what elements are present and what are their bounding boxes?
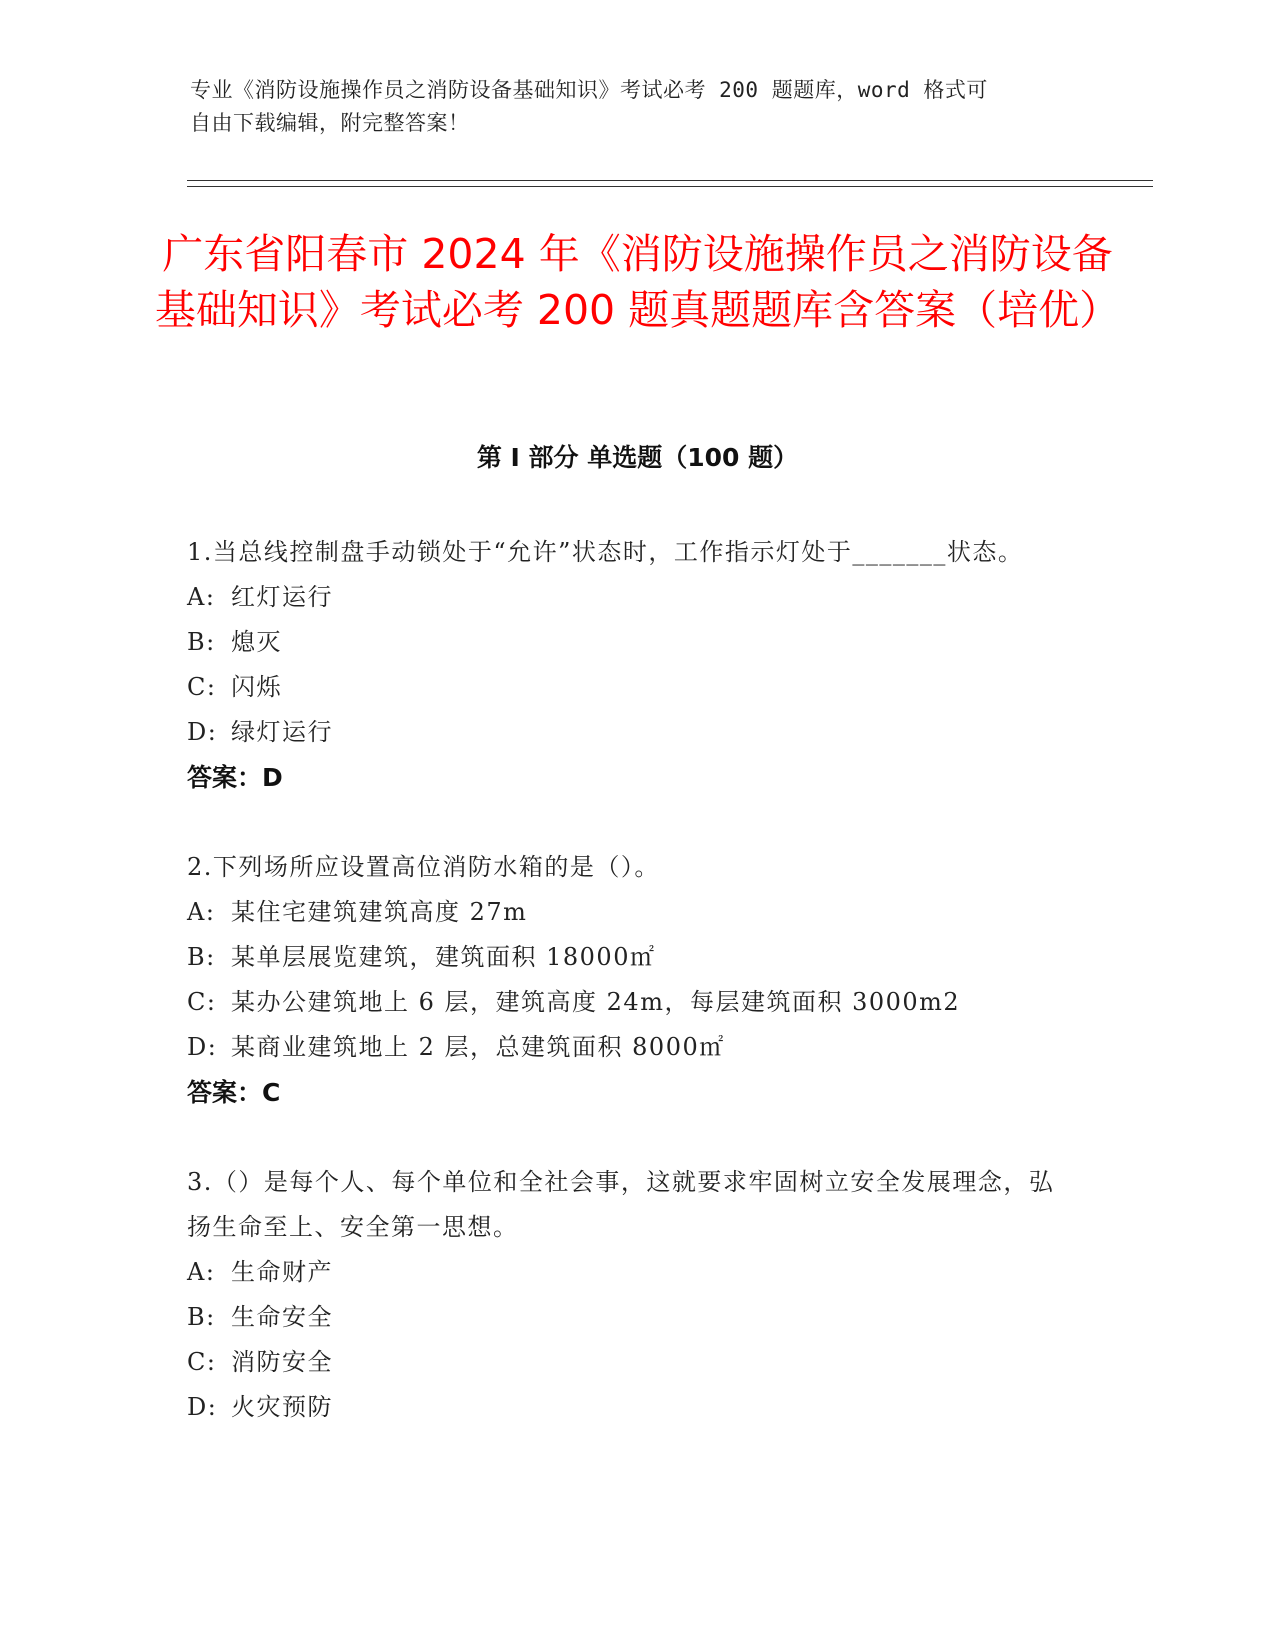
header-note-line-2: 自由下载编辑，附完整答案！ [190, 111, 470, 135]
option-letter: C: [187, 988, 217, 1016]
question-stem: 2.下列场所应设置高位消防水箱的是（）。 [187, 853, 660, 881]
option-d [187, 1025, 1067, 1070]
option-text: 某商业建筑地上 2 层，总建筑面积 8000㎡ [231, 1033, 725, 1061]
answer-key: 答案：D [187, 763, 283, 792]
option-text: 某单层展览建筑，建筑面积 18000㎡ [231, 943, 656, 971]
option-b [187, 935, 1067, 980]
question-stem: 3.（）是每个人、每个单位和全社会事，这就要求牢固树立安全发展理念，弘扬生命至上、安全第一思想。 [187, 1168, 1055, 1241]
option-d [187, 1385, 1067, 1430]
option-text: 某办公建筑地上 6 层，建筑高度 24m，每层建筑面积 3000m2 [231, 988, 961, 1016]
option-letter: C: [187, 1348, 217, 1376]
option-letter: B: [187, 1303, 216, 1331]
option-text: 某住宅建筑建筑高度 27m [231, 898, 528, 926]
option-c [187, 1340, 1067, 1385]
question-3 [187, 1160, 1067, 1430]
answer-key: 答案：C [187, 1078, 281, 1107]
option-letter: A: [187, 898, 216, 926]
option-text: 火灾预防 [231, 1393, 333, 1421]
header-divider-bottom [187, 186, 1153, 187]
option-letter: A: [187, 1258, 216, 1286]
header-divider-top [187, 180, 1153, 181]
option-text: 闪烁 [231, 673, 282, 701]
option-c [187, 665, 1067, 710]
question-stem: 1.当总线控制盘手动锁处于“允许”状态时，工作指示灯处于_______状态。 [187, 538, 1024, 566]
section-title: 第 I 部分 单选题（100 题） [476, 443, 799, 472]
option-text: 绿灯运行 [231, 718, 333, 746]
option-letter: C: [187, 673, 217, 701]
option-letter: D: [187, 718, 218, 746]
option-text: 生命安全 [231, 1303, 333, 1331]
header-note-line-1: 专业《消防设施操作员之消防设备基础知识》考试必考 200 题题库，word 格式可 [190, 78, 988, 102]
question-list [187, 530, 1067, 1474]
option-c [187, 980, 1067, 1025]
option-letter: D: [187, 1033, 218, 1061]
option-text: 红灯运行 [231, 583, 333, 611]
option-a [187, 890, 1067, 935]
question-2 [187, 845, 1067, 1116]
option-letter: B: [187, 943, 216, 971]
option-text: 生命财产 [231, 1258, 333, 1286]
option-text: 消防安全 [231, 1348, 333, 1376]
option-letter: D: [187, 1393, 218, 1421]
option-letter: A: [187, 583, 216, 611]
option-b [187, 620, 1067, 665]
header-note [190, 74, 1070, 140]
option-d [187, 710, 1067, 755]
option-a [187, 1250, 1067, 1295]
option-letter: B: [187, 628, 216, 656]
document-title: 广东省阳春市 2024 年《消防设施操作员之消防设备基础知识》考试必考 200 题真题题库含答案（培优） [154, 230, 1121, 334]
option-text: 熄灭 [231, 628, 282, 656]
option-b [187, 1295, 1067, 1340]
question-1 [187, 530, 1067, 801]
option-a [187, 575, 1067, 620]
